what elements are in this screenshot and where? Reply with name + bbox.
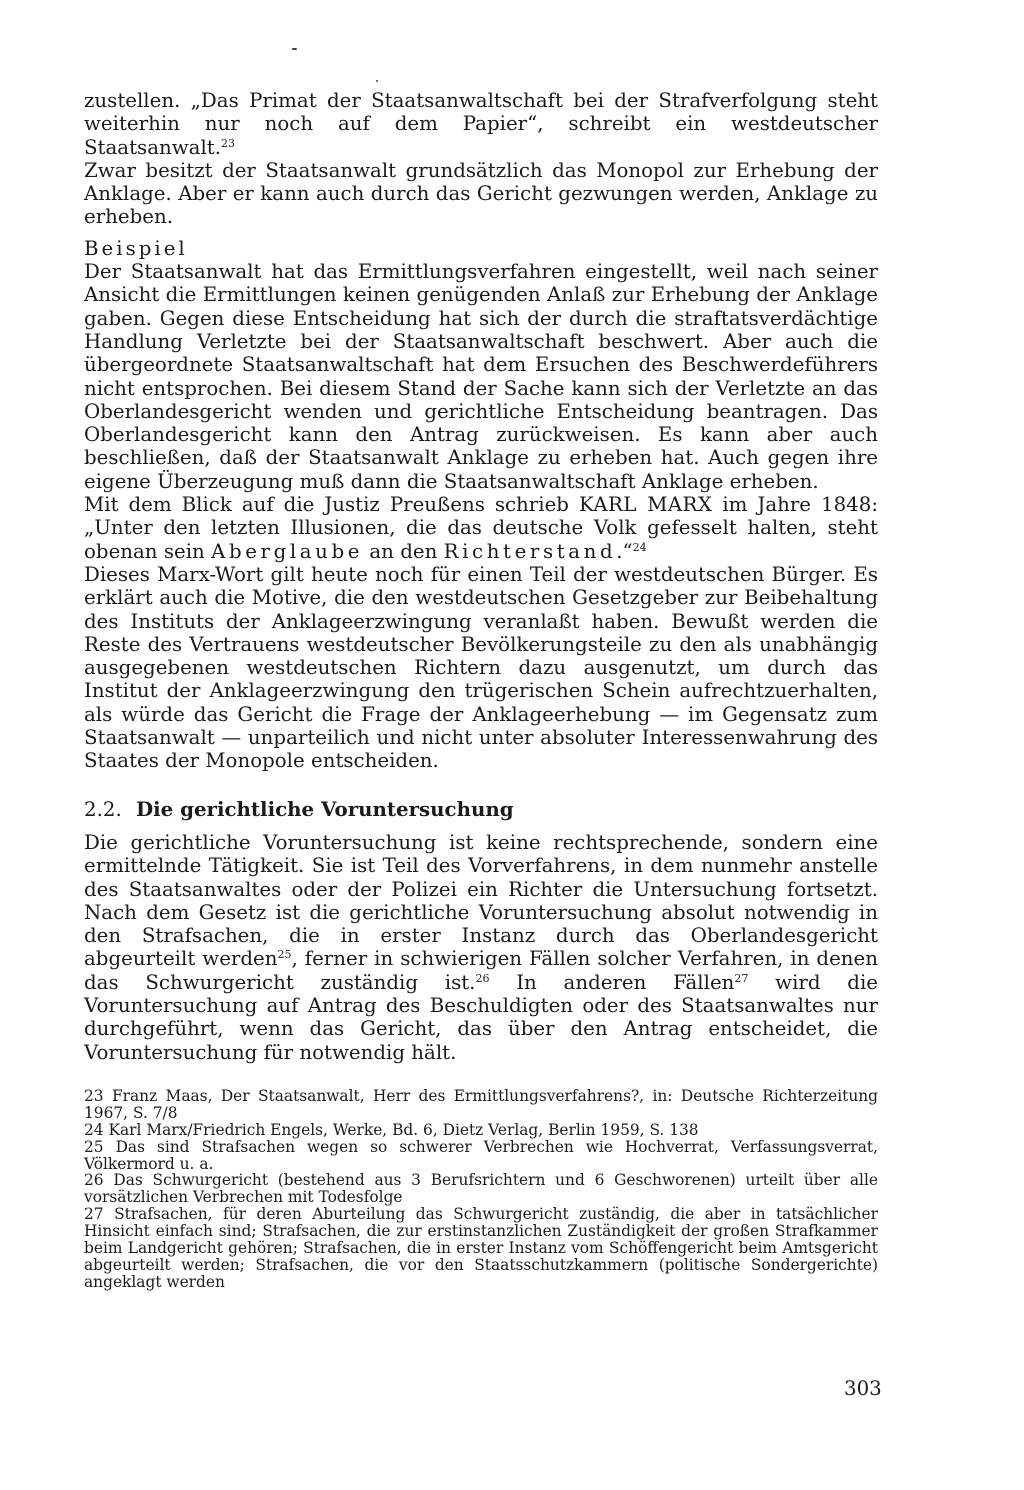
footnote-text: Strafsachen, für deren Aburteilung das Schwurgericht zuständig, die aber in tatsächlicher Hinsicht einfach sind; Strafsachen, die zur erstinstanzlichen Zuständigkeit der großen Strafkammer beim Landgericht gehören; Strafsachen, die in erster Instanz vom Schöffengericht beim Amtsgericht abgeurteilt werden; Strafsachen, die vor den Staatsschutzkammern (politische Sondergerichte) angeklagt werden xyxy=(84,1205,878,1291)
paragraph-text: an den xyxy=(369,539,438,563)
footnote-text: Franz Maas, Der Staatsanwalt, Herr des Ermittlungsverfahrens?, in: Deutsche Richterzeitung 1967, S. 7/8 xyxy=(84,1086,878,1122)
footnote-text: Das sind Strafsachen wegen so schwerer Verbrechen wie Hochverrat, Verfassungsverrat, Völkermord u. a. xyxy=(84,1137,878,1173)
footnote-number: 24 xyxy=(84,1120,104,1139)
footnote-ref: 26 xyxy=(475,971,490,985)
emphasis-text: Richterstand xyxy=(443,539,617,563)
print-speck xyxy=(292,48,297,50)
footnote-number: 27 xyxy=(84,1205,104,1224)
section-heading xyxy=(84,798,878,821)
paragraph-gap xyxy=(84,229,878,237)
paragraph xyxy=(84,89,878,159)
example-label: Beispiel xyxy=(84,236,188,260)
footnote-number: 25 xyxy=(84,1137,104,1156)
emphasis-text: Aberglaube xyxy=(211,539,364,563)
section-number: 2.2. xyxy=(84,797,122,821)
page-number: 303 xyxy=(844,1377,882,1400)
paragraph-text: wird die Voruntersuchung auf Antrag des Beschuldigten oder des Staatsanwaltes nur durchgeführt, wenn das Gericht, das über den Antrag entscheidet, die Voruntersuchung für notwendig hält. xyxy=(84,970,879,1064)
paragraph-text: Die gerichtliche Voruntersuchung ist keine rechtsprechende, sondern eine ermittelnde Tätigkeit. Sie ist Teil des Vorverfahrens, in dem nunmehr anstelle des Staatsanwaltes oder der Polizei ein Richter die Untersuchung fortsetzt. Nach dem Gesetz ist die gerichtliche Voruntersuchung absolut notwendig in den Strafsachen, die in erster Instanz durch das Oberlandesgericht abgeurteilt werden xyxy=(84,830,878,971)
footnote-ref: 23 xyxy=(221,136,236,150)
footnote xyxy=(84,1122,878,1139)
footnote-number: 23 xyxy=(84,1086,104,1105)
footnote xyxy=(84,1172,878,1206)
paragraph: Dieses Marx-Wort gilt heute noch für einen Teil der westdeutschen Bürger. Es erklärt auch die Motive, die den westdeutschen Gesetzgeber zur Beibehaltung des Instituts der Anklageerzwingung veranlaßt haben. Bewußt werden die Reste des Vertrauens westdeutscher Bevölkerungsteile zu den als unabhängig ausgegebenen westdeutschen Richtern dazu ausgenutzt, um durch das Institut der Anklageerzwingung den trügerischen Schein aufrechtzuerhalten, als würde das Gericht die Frage der Anklageerhebung — im Gegensatz zum Staatsanwalt — unparteilich und nicht unter absoluter Interessenwahrung des Staates der Monopole entscheiden. xyxy=(84,562,878,773)
footnote-ref: 24 xyxy=(632,540,647,554)
footnote-text: Das Schwurgericht (bestehend aus 3 Berufsrichtern und 6 Geschworenen) urteilt über alle vorsätzlichen Verbrechen mit Todesfolge xyxy=(84,1171,878,1207)
print-speck xyxy=(376,80,378,82)
paragraph-text: In anderen Fällen xyxy=(489,970,735,994)
footnote-ref: 27 xyxy=(734,971,749,985)
paragraph: Zwar besitzt der Staatsanwalt grundsätzlich das Monopol zur Erhebung der Anklage. Aber er kann auch durch das Gericht gezwungen werden, Anklage zu erheben. xyxy=(84,158,878,229)
section-title: Die gerichtliche Voruntersuchung xyxy=(136,796,514,821)
paragraph xyxy=(84,831,878,1064)
paragraph-text: , ferner in schwierigen Fällen solcher Verfahren, in denen das Schwurgericht zuständig ist. xyxy=(84,947,878,994)
page-content xyxy=(84,89,878,1291)
paragraph xyxy=(84,493,878,563)
author-name: KARL MARX xyxy=(578,493,713,517)
footnote-number: 26 xyxy=(84,1171,104,1190)
footnote-text: Karl Marx/Friedrich Engels, Werke, Bd. 6, Dietz Verlag, Berlin 1959, S. 138 xyxy=(108,1120,699,1139)
footnote xyxy=(84,1088,878,1122)
paragraph-text: .“ xyxy=(616,539,633,563)
footnotes xyxy=(84,1088,878,1291)
footnote xyxy=(84,1206,878,1291)
footnote-ref: 25 xyxy=(277,948,292,962)
paragraph: Der Staatsanwalt hat das Ermittlungsverfahren eingestellt, weil nach seiner Ansicht die Ermittlungen keinen genügenden Anlaß zur Erhebung der Anklage gaben. Gegen diese Entscheidung hat sich der durch die straftatsverdächtige Handlung Verletzte bei der Staatsanwaltschaft beschwert. Aber auch die übergeordnete Staatsanwaltschaft hat dem Ersuchen des Beschwerdeführers nicht entsprochen. Bei diesem Stand der Sache kann sich der Verletzte an das Oberlandesgericht wenden und gerichtliche Entscheidung beantragen. Das Oberlandesgericht kann den Antrag zurückweisen. Es kann aber auch beschließen, daß der Staatsanwalt Anklage zu erheben hat. Auch gegen ihre eigene Überzeugung muß dann die Staatsanwaltschaft Anklage erheben. xyxy=(84,260,878,493)
footnote xyxy=(84,1139,878,1173)
paragraph-text: im Jahre 1848: „Unter den letzten Illusionen, die das deutsche Volk gefesselt halten, steht obenan sein xyxy=(84,493,878,563)
paragraph-text: Mit dem Blick auf die Justiz Preußens schrieb xyxy=(84,493,569,517)
paragraph-text: zustellen. „Das Primat der Staatsanwaltschaft bei der Strafverfolgung steht weiterhin nur noch auf dem Papier“, schreibt ein westdeutscher Staatsanwalt. xyxy=(84,89,878,159)
